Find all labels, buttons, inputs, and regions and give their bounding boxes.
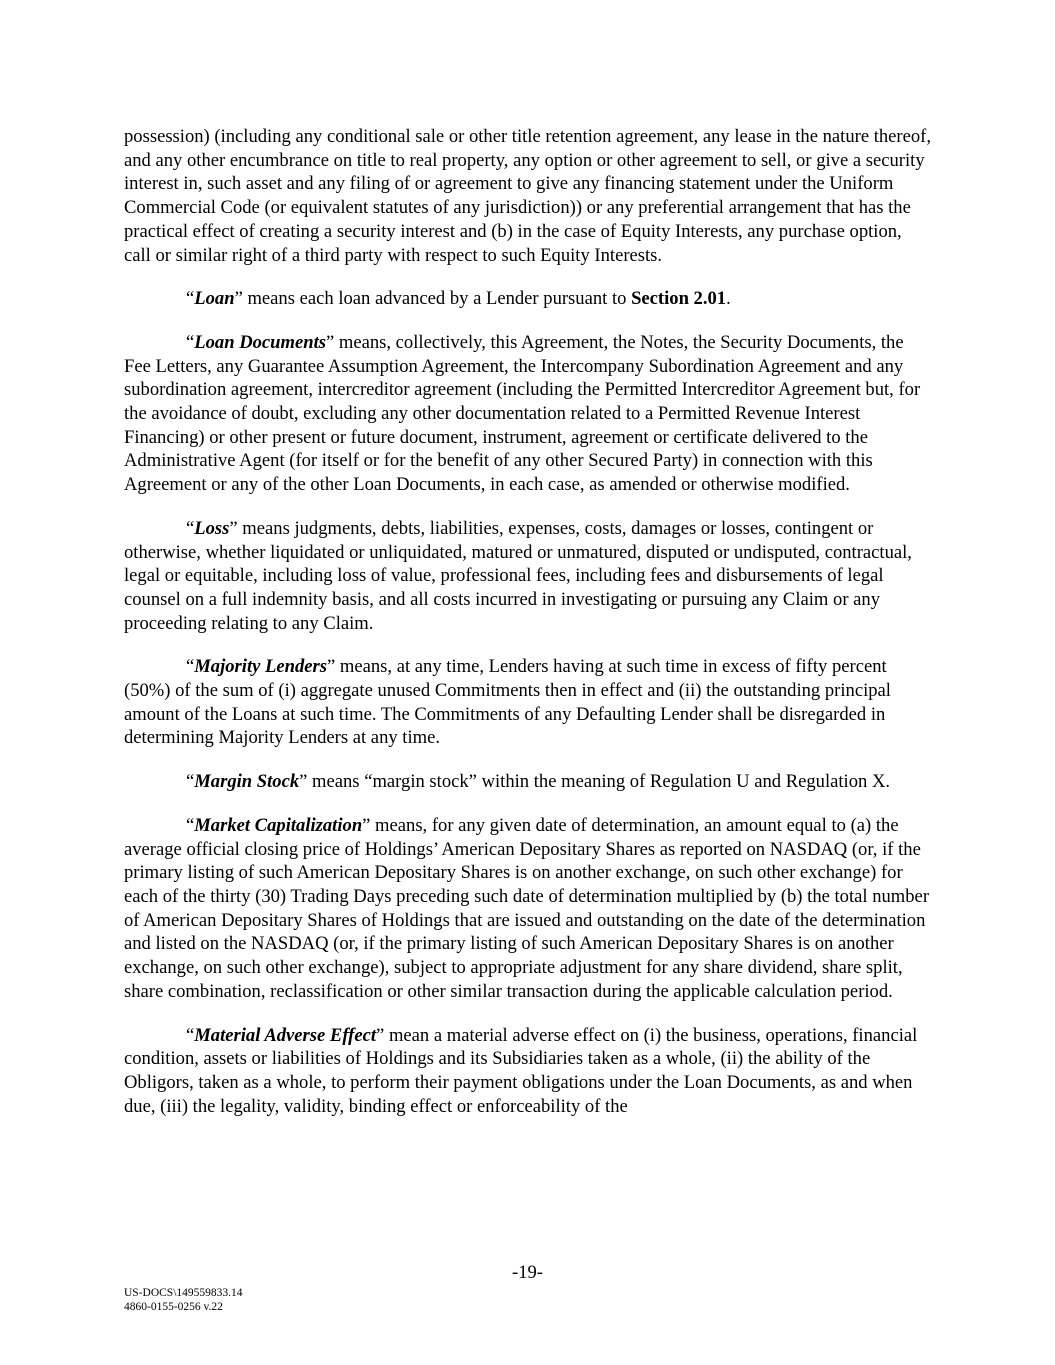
footer-version: 4860-0155-0256 v.22: [124, 1301, 223, 1313]
definition-text: ” mean a material adverse effect on (i) the business, operations, financial condition, assets or liabilities of Holdings and its Subsidiaries taken as a whole, (ii) the ability of the Obligors, taken as a whole, to perform their payment obligations under the Loan Documents, as and when due, (iii) the legality, validity, binding effect or enforceability of the: [124, 1024, 918, 1117]
definition-text: ” means each loan advanced by a Lender pursuant to: [234, 288, 632, 310]
definition-text: ” means “margin stock” within the meaning of Regulation U and Regulation X.: [299, 771, 891, 793]
defined-term: Material Adverse Effect: [194, 1024, 377, 1046]
footer-doc-id: US-DOCS\149559833.14: [124, 1287, 243, 1299]
section-reference: Section 2.01: [631, 288, 727, 310]
defined-term: Market Capitalization: [194, 814, 363, 836]
open-quote: “: [186, 517, 195, 539]
open-quote: “: [186, 288, 195, 310]
defined-term: Majority Lenders: [194, 656, 328, 678]
definition-text-end: .: [726, 288, 731, 310]
definition-text: ” means, at any time, Lenders having at such time in excess of fifty percent (50%) of the sum of (i) aggregate unused Commitments then in effect and (ii) the outstanding principal amount of the Loans at such time. The Commitments of any Defaulting Lender shall be disregarded in determining Majority Lenders at any time.: [124, 656, 891, 749]
definition-loan-documents: [124, 331, 932, 497]
definition-text: ” means, collectively, this Agreement, the Notes, the Security Documents, the Fee Letters, any Guarantee Assumption Agreement, the Intercompany Subordination Agreement and any subordination agreement, intercreditor agreement (including the Permitted Intercreditor Agreement but, for the avoidance of doubt, excluding any other documentation related to a Permitted Revenue Interest Financing) or other present or future document, instrument, agreement or certificate delivered to the Administrative Agent (for itself or for the benefit of any other Secured Party) in connection with this Agreement or any of the other Loan Documents, in each case, as amended or otherwise modified.: [124, 331, 921, 496]
definition-material-adverse-effect: [124, 1024, 932, 1119]
document-page: [124, 125, 932, 1138]
definition-loan: [124, 287, 932, 311]
defined-term: Loan Documents: [194, 331, 326, 353]
document-footer: [124, 1286, 243, 1314]
defined-term: Loss: [194, 517, 230, 539]
open-quote: “: [186, 331, 195, 353]
open-quote: “: [186, 656, 195, 678]
definition-margin-stock: [124, 770, 932, 794]
open-quote: “: [186, 814, 195, 836]
open-quote: “: [186, 1024, 195, 1046]
defined-term: Loan: [194, 288, 235, 310]
definition-loss: [124, 517, 932, 636]
definition-text: ” means judgments, debts, liabilities, expenses, costs, damages or losses, contingent or otherwise, whether liquidated or unliquidated, matured or unmatured, disputed or undisputed, contractual, legal or equitable, including loss of value, professional fees, including fees and disbursements of legal counsel on a full indemnity basis, and all costs incurred in investigating or pursuing any Claim or any proceeding relating to any Claim.: [124, 517, 912, 634]
definition-majority-lenders: [124, 655, 932, 750]
continuation-paragraph: possession) (including any conditional sale or other title retention agreement, any lease in the nature thereof, and any other encumbrance on title to real property, any option or other agreement to sell, or give a security interest in, such asset and any filing of or agreement to give any financing statement under the Uniform Commercial Code (or equivalent statutes of any jurisdiction)) or any preferential arrangement that has the practical effect of creating a security interest and (b) in the case of Equity Interests, any purchase option, call or similar right of a third party with respect to such Equity Interests.: [124, 126, 932, 266]
open-quote: “: [186, 771, 195, 793]
definition-text: ” means, for any given date of determination, an amount equal to (a) the average official closing price of Holdings’ American Depositary Shares as reported on NASDAQ (or, if the primary listing of such American Depositary Shares is on another exchange, on such other exchange) for each of the thirty (30) Trading Days preceding such date of determination multiplied by (b) the total number of American Depositary Shares of Holdings that are issued and outstanding on the date of the determination and listed on the NASDAQ (or, if the primary listing of such American Depositary Shares is on another exchange, on such other exchange), subject to appropriate adjustment for any share dividend, share split, share combination, reclassification or other similar transaction during the applicable calculation period.: [124, 814, 930, 1002]
definition-market-capitalization: [124, 814, 932, 1004]
page-number: -19-: [512, 1262, 543, 1283]
defined-term: Margin Stock: [194, 771, 300, 793]
